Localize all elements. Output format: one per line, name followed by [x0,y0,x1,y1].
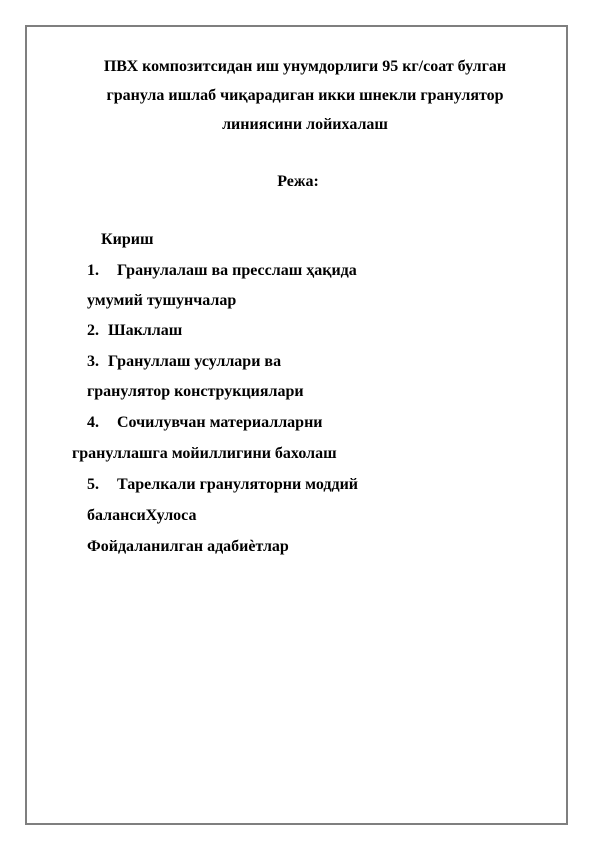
item-4-number: 4. [87,414,99,431]
contents-item-4 [87,413,323,433]
contents-item-5-continuation: балансиХулоса [87,507,197,524]
contents-item-5 [87,475,358,495]
contents-item-3-continuation: гранулятор конструкциялари [87,383,304,400]
contents-references: Фойдаланилган адабиѐтлар [87,538,289,555]
item-2-number: 2. [87,322,99,339]
document-title [60,52,550,139]
item-2-text: Шакллаш [108,322,183,339]
contents-item-2 [87,321,182,341]
title-line-1: ПВХ композитсидан иш унумдорлиги 95 кг/соат булган [103,58,507,75]
contents-item-1 [87,261,357,281]
item-5-text: Тарелкали грануляторни моддий [117,476,359,493]
title-line-2: гранула ишлаб чиқарадиган икки шнекли гранулятор [106,87,504,104]
item-4-text: Сочилувчан материалларни [117,414,323,431]
item-3-text: Грануллаш усуллари ва [108,353,282,370]
item-1-number: 1. [87,262,99,279]
contents-item-3 [87,352,281,372]
item-1-text: Гранулалаш ва пресслаш ҳақида [117,262,357,279]
item-5-number: 5. [87,476,99,493]
item-3-number: 3. [87,353,99,370]
contents-item-1-continuation: умумий тушунчалар [87,292,237,309]
contents-item-4-continuation: грануллашга мойиллигини бахолаш [72,445,337,462]
plan-heading: Режа: [277,173,319,190]
title-line-3: линиясини лойихалаш [222,116,388,133]
contents-intro: Кириш [101,231,154,248]
